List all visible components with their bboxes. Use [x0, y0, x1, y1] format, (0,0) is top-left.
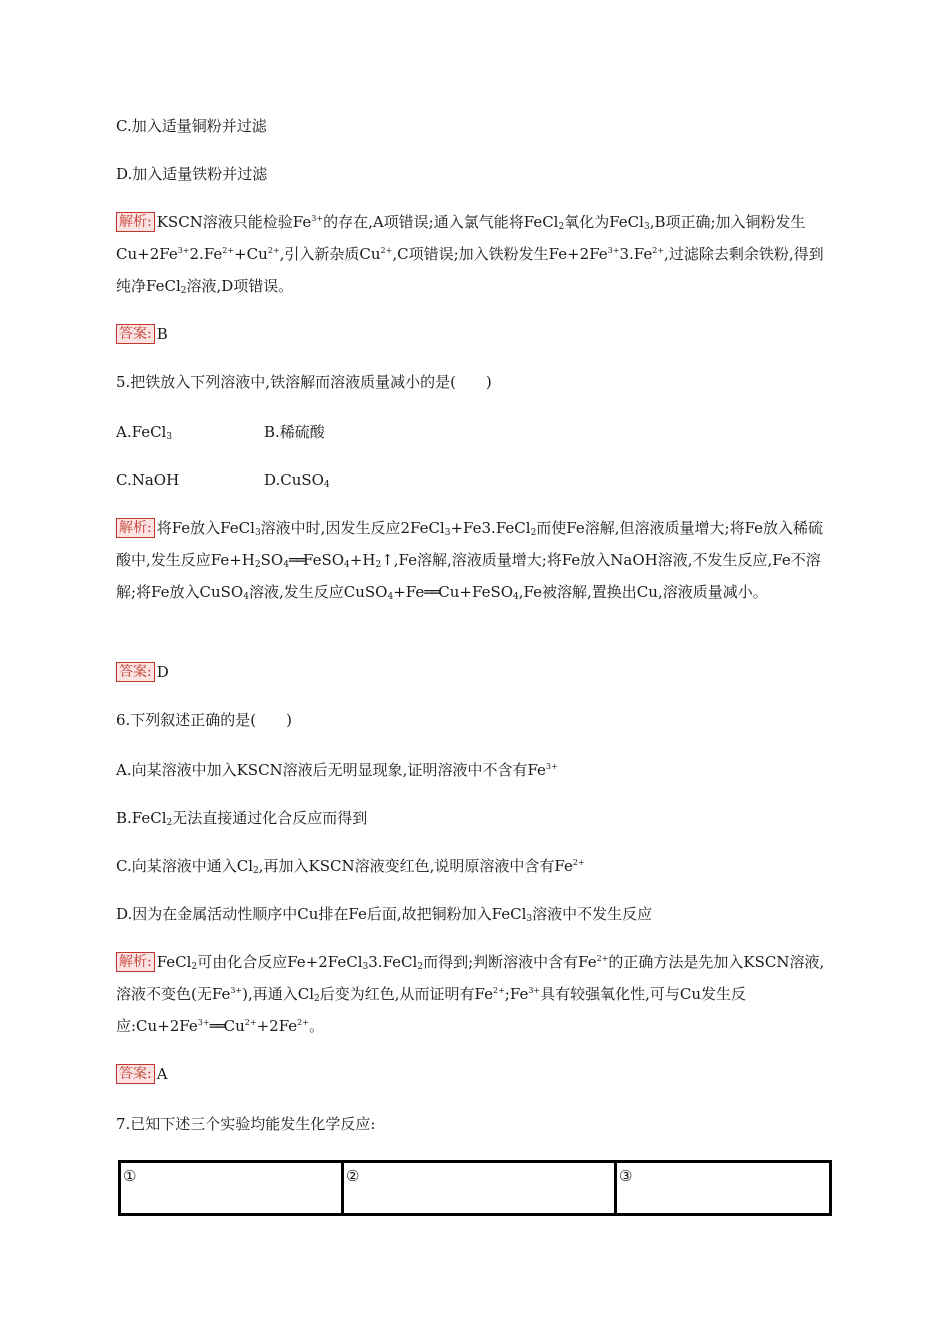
q5-options-row2 — [116, 464, 836, 496]
q7-stem: 7.已知下述三个实验均能发生化学反应: — [116, 1115, 376, 1133]
q5-analysis: 解析: 将Fe放入FeCl$_3$溶液中时,因发生反应2FeCl$_3$+Fe3.FeCl$_2$而使Fe溶解,但溶液质量增大;将Fe放入稀硫酸中,发生反应$Fe+H_2SO_4══FeSO_4+H_2↑,Fe$溶解,溶液质量增大;将Fe放入NaOH溶液,不发生反应,Fe不溶解;将Fe放入CuSO$_4$溶液,发生反应CuSO$_4$+Fe══Cu+FeSO$_4$,Fe被溶解,置换出Cu,溶液质量减小。 — [116, 519, 824, 602]
experiment-table — [118, 1160, 832, 1216]
analysis-label: 解析: — [116, 212, 155, 232]
answer-label: 答案: — [116, 1064, 155, 1084]
experiment-cell-1: ① — [120, 1162, 343, 1215]
answer-label: 答案: — [116, 662, 155, 682]
q5-options-row1 — [116, 416, 836, 448]
q6-analysis: 解析: FeCl$_2$可由化合反应Fe+2FeCl$_3$3.FeCl$_2$而得到;判断溶液中含有$Fe^{2+}$的正确方法是先加入KSCN溶液,溶液不变色(无$Fe^{3+}$),再通入$Cl_2$后变为红色,从而证明有$Fe^{2+};Fe^{3+}$具有较强氧化性,可与Cu发生反应$:Cu+2Fe^{3+}══Cu^{2+}+2Fe^{2+}$。 — [116, 953, 825, 1035]
analysis-label: 解析: — [116, 952, 155, 972]
q6-answer — [116, 1058, 836, 1090]
answer-label: 答案: — [116, 324, 155, 344]
q4-analysis: 解析: KSCN溶液只能检验$Fe^{3+}$的存在,A项错误;通入氯气能将FeCl$_2$氧化为FeCl$_3$,B项正确;加入铜粉发生$Cu+2Fe^{3+}2.Fe^{2+}+Cu^{2+}$,引入新杂质$Cu^{2+},C$项错误;加入铁粉发生$Fe+2Fe^{3+}3.Fe^{2+}$,过滤除去剩余铁粉,得到纯净FeCl$_2$溶液,D项错误。 — [116, 213, 824, 296]
table-row — [120, 1162, 831, 1215]
experiment-cell-3: ③ — [616, 1162, 831, 1215]
q6-option-d: D.因为在金属活动性顺序中Cu排在Fe后面,故把铜粉加入FeCl$_3$溶液中不发生反应 — [116, 905, 653, 924]
q5-answer — [116, 656, 836, 688]
q4-answer — [116, 318, 836, 350]
q5-stem: 5.把铁放入下列溶液中,铁溶解而溶液质量减小的是( ) — [116, 373, 492, 391]
q4-option-d: D.加入适量铁粉并过滤 — [116, 165, 268, 183]
experiment-cell-2: ② — [343, 1162, 616, 1215]
q6-answer-value: A — [156, 1065, 168, 1083]
q5-option-a: A.FeCl$_3$ — [116, 423, 173, 442]
analysis-label: 解析: — [116, 518, 155, 538]
q6-option-a: A.向某溶液中加入KSCN溶液后无明显现象,证明溶液中不含有$Fe^{3+}$ — [116, 761, 558, 779]
q4-option-c: C.加入适量铜粉并过滤 — [116, 117, 267, 135]
q5-answer-value: D — [156, 663, 169, 681]
q6-stem: 6.下列叙述正确的是( ) — [116, 711, 293, 729]
q4-answer-value: B — [156, 325, 168, 343]
q5-option-b: B.稀硫酸 — [264, 423, 325, 441]
q6-option-c: C.向某溶液中通入$Cl_2$,再加入KSCN溶液变红色,说明原溶液中含有$Fe^{2+}$ — [116, 857, 585, 876]
q5-option-c: C.NaOH — [116, 471, 180, 489]
q6-option-b: B.FeCl$_2$无法直接通过化合反应而得到 — [116, 809, 368, 828]
q5-option-d: D.CuSO$_4$ — [264, 471, 330, 490]
